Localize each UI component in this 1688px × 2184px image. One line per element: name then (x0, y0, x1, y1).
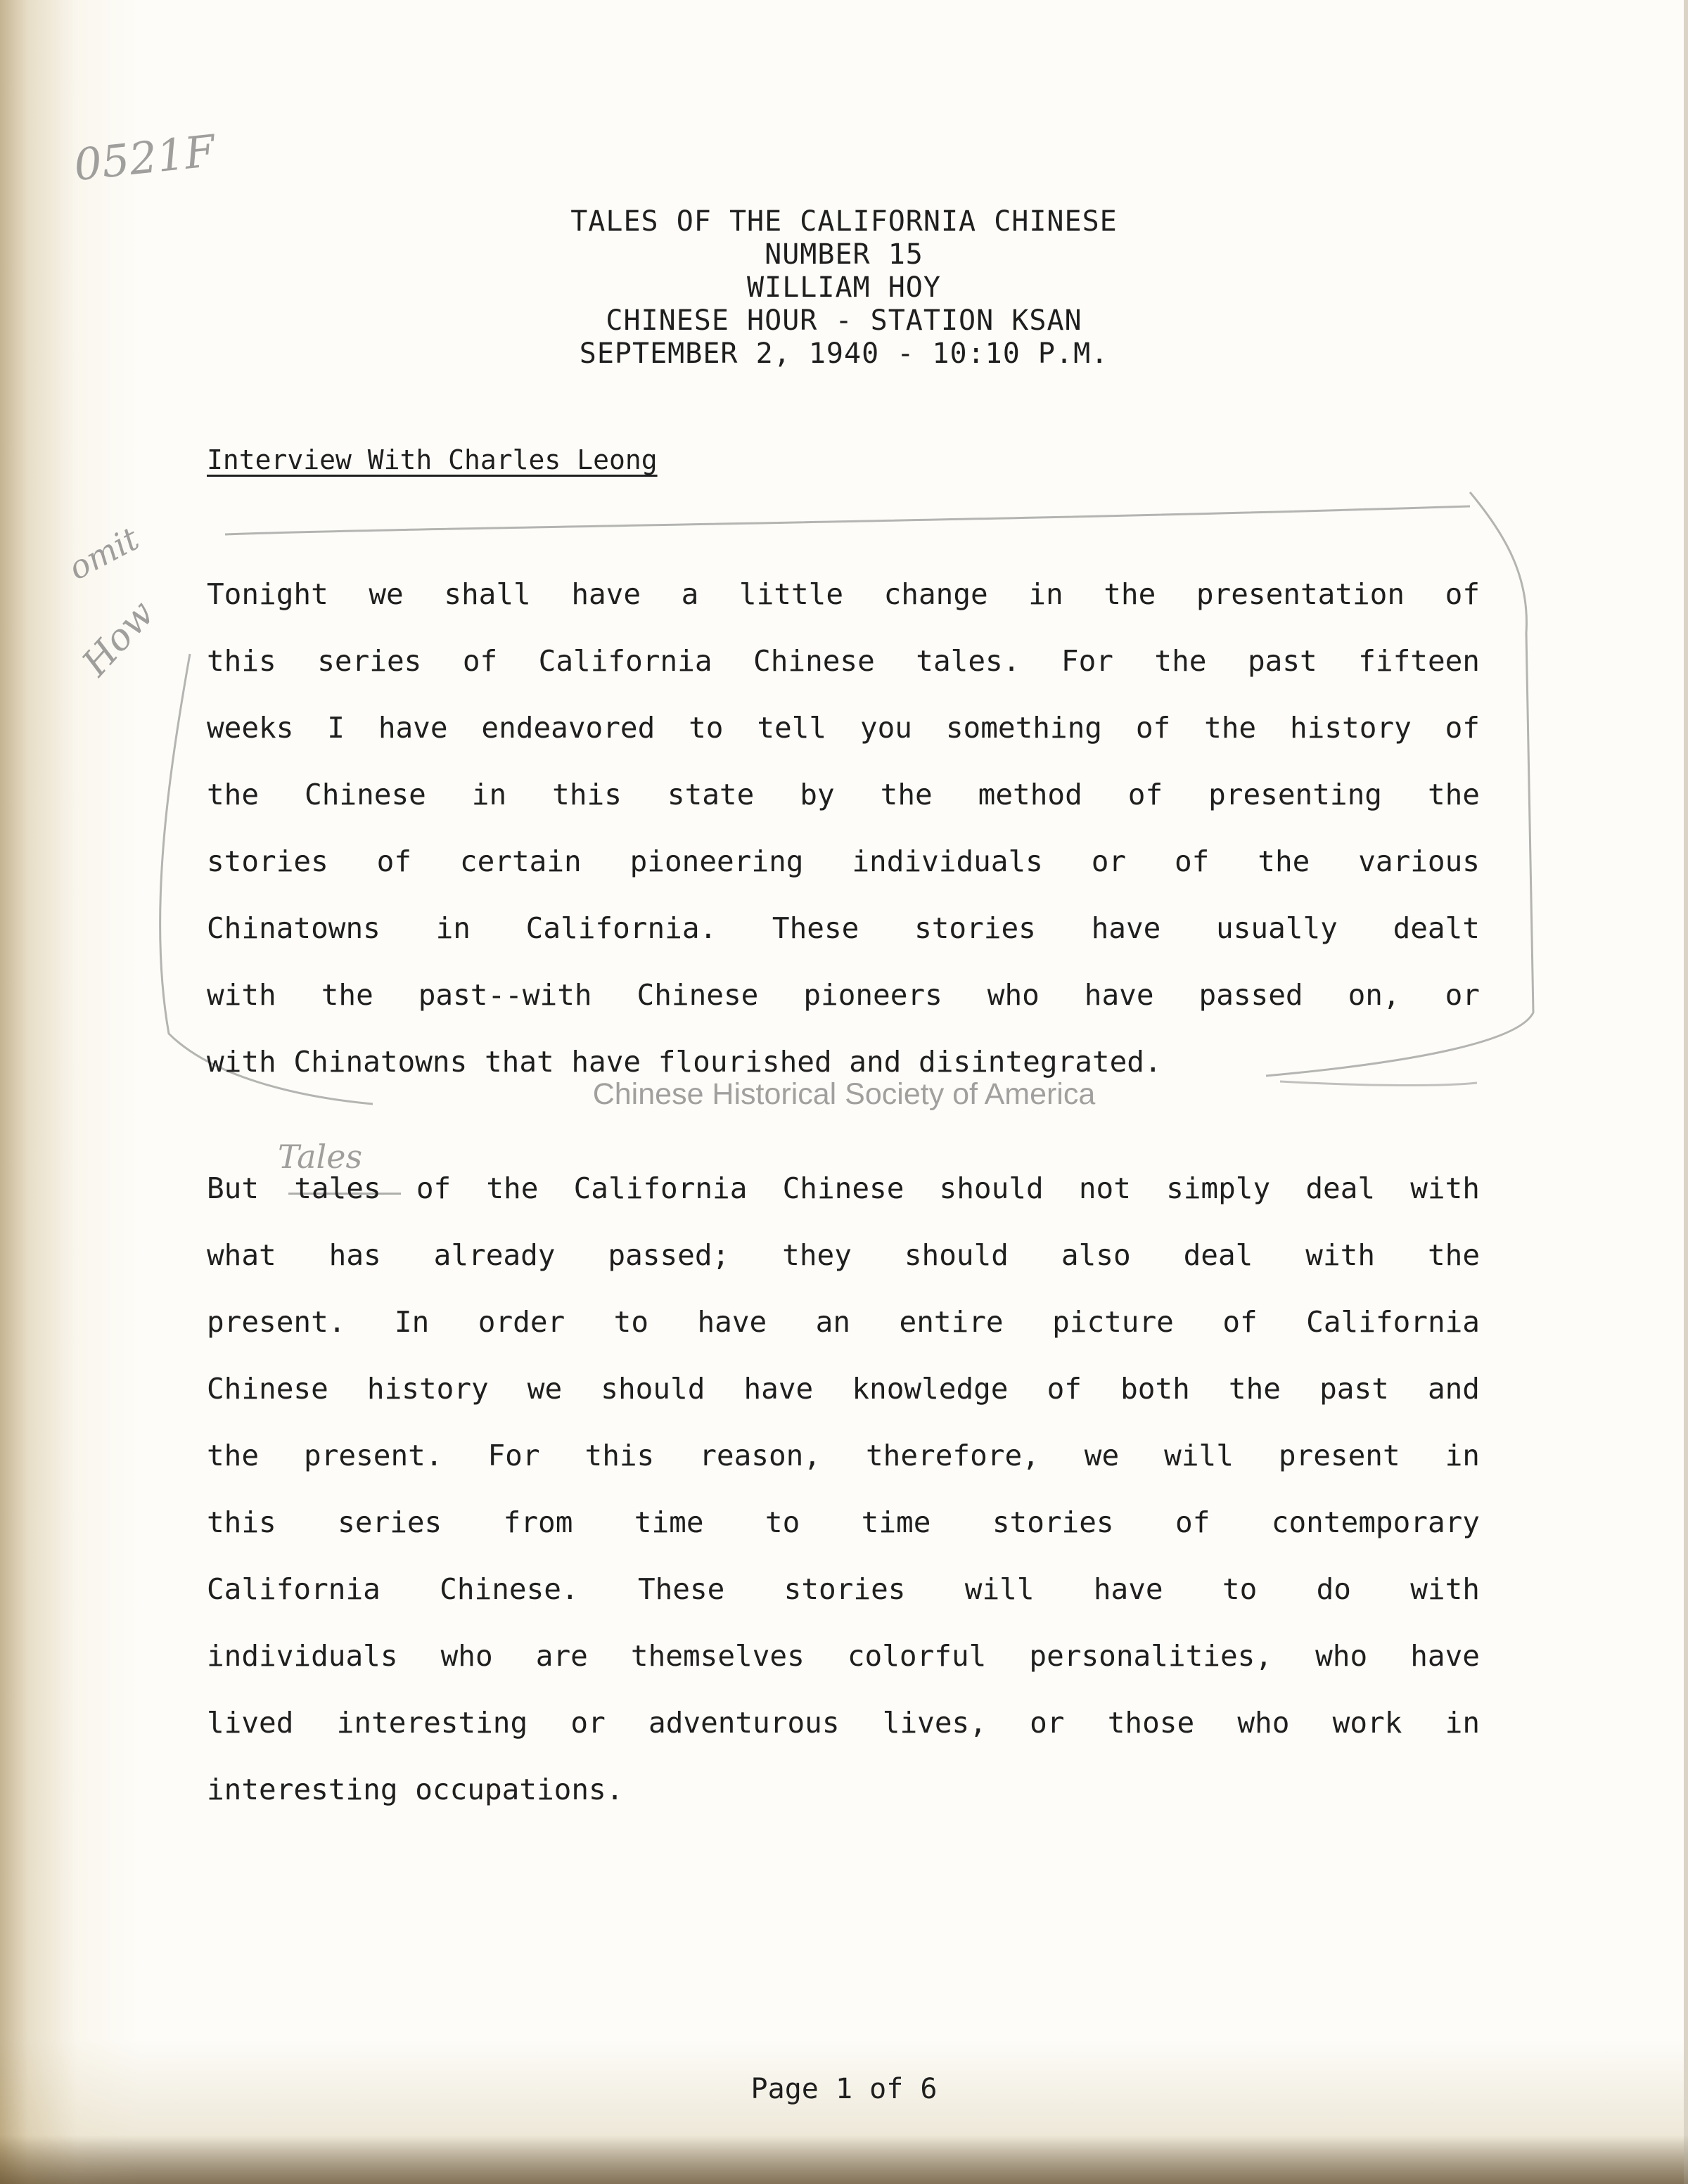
paragraph-line: Tonight we shall have a little change in the presentation of (207, 577, 1480, 611)
handwritten-tales: Tales (278, 1138, 363, 1176)
paragraph-line: with Chinatowns that have flourished and disintegrated. (207, 1045, 1162, 1079)
header-title: TALES OF THE CALIFORNIA CHINESE (570, 205, 1118, 238)
paragraph-line: Chinese history we should have knowledge of both the past and (207, 1372, 1480, 1406)
page-number: Page 1 of 6 (750, 2073, 938, 2105)
interview-subheading: Interview With Charles Leong (207, 444, 658, 475)
paragraph-2 (207, 1155, 1480, 1823)
paragraph-line: California Chinese. These stories will have to do with (207, 1572, 1480, 1606)
header-date: SEPTEMBER 2, 1940 - 10:10 P.M. (579, 338, 1109, 370)
paragraph-line: this series of California Chinese tales. For the past fifteen (207, 644, 1480, 678)
paragraph-line: what has already passed; they should also deal with the (207, 1238, 1480, 1272)
paragraph-line: the present. For this reason, therefore, we will present in (207, 1439, 1480, 1472)
paragraph-line: lived interesting or adventurous lives, or those who work in (207, 1706, 1480, 1740)
document-header (422, 205, 1266, 371)
paragraph-line: stories of certain pioneering individuals or of the various (207, 844, 1480, 878)
paragraph-line: Chinatowns in California. These stories have usually dealt (207, 911, 1480, 945)
handwritten-code: 0521F (71, 124, 218, 191)
paragraph-line: with the past--with Chinese pioneers who have passed on, or (207, 978, 1480, 1012)
paragraph-line: present. In order to have an entire picture of California (207, 1305, 1480, 1339)
paragraph-1 (207, 561, 1480, 1096)
header-number: NUMBER 15 (765, 238, 923, 271)
header-program: CHINESE HOUR - STATION KSAN (606, 304, 1082, 337)
paragraph-line: interesting occupations. (207, 1773, 624, 1806)
handwritten-omit: omit (62, 519, 146, 588)
paragraph-line: individuals who are themselves colorful personalities, who have (207, 1639, 1480, 1673)
paragraph-line: this series from time to time stories of contemporary (207, 1505, 1480, 1539)
paragraph-line: But tales of the California Chinese should not simply deal with (207, 1171, 1480, 1205)
paragraph-line: weeks I have endeavored to tell you something of the history of (207, 711, 1480, 745)
handwritten-how: How (74, 592, 163, 685)
header-author: WILLIAM HOY (747, 271, 941, 304)
archive-watermark: Chinese Historical Society of America (592, 1077, 1096, 1111)
paragraph-line: the Chinese in this state by the method of presenting the (207, 778, 1480, 811)
